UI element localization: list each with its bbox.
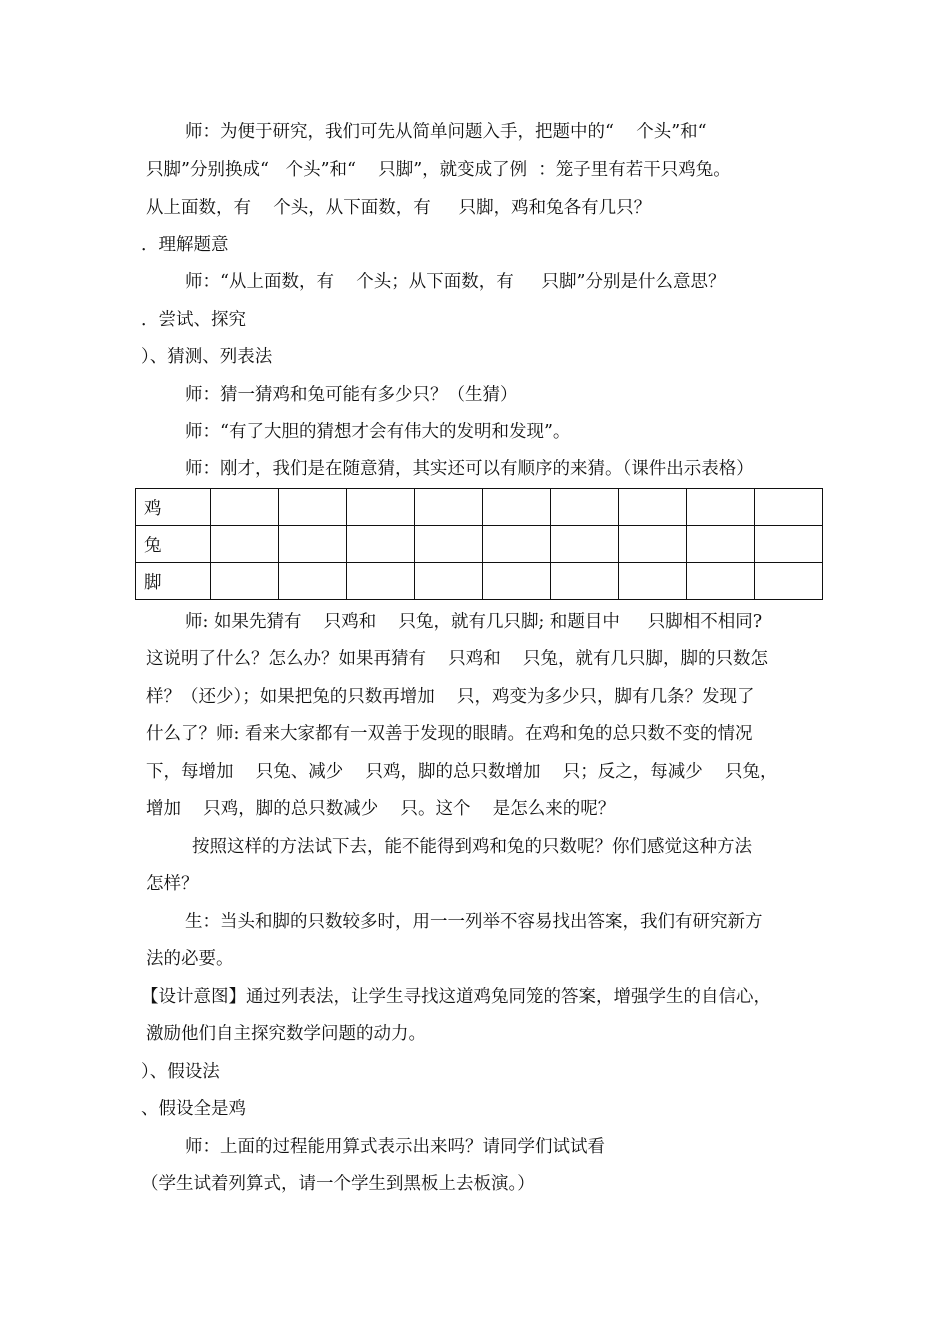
section-heading: ．尝试、探究 — [141, 310, 246, 330]
row-label: 兔 — [136, 526, 211, 563]
paragraph-line: 师：刚才，我们是在随意猜，其实还可以有顺序的来猜。（课件出示表格） — [185, 459, 754, 479]
paragraph-line: （学生试着列算式，请一个学生到黑板上去板演。） — [141, 1174, 535, 1194]
paragraph-line: 师: 如果先猜有 只鸡和 只兔，就有几只脚; 和题目中 只脚相不相同? — [185, 612, 763, 632]
table-cell — [279, 526, 347, 563]
table-cell — [619, 526, 687, 563]
section-heading: ）、假设法 — [141, 1062, 220, 1082]
table-row — [136, 489, 823, 526]
table-cell — [279, 489, 347, 526]
paragraph-line: 下，每增加 只兔、减少 只鸡，脚的总只数增加 只；反之，每减少 只兔， — [146, 762, 778, 782]
table-row — [136, 526, 823, 563]
table-cell — [279, 563, 347, 600]
table-cell — [211, 563, 279, 600]
paragraph-line: 这说明了什么？怎么办？如果再猜有 只鸡和 只兔，就有几只脚，脚的只数怎 — [146, 649, 768, 669]
paragraph-line: 激励他们自主探究数学问题的动力。 — [146, 1024, 426, 1044]
paragraph-line: 法的必要。 — [146, 949, 234, 969]
section-heading: ．理解题意 — [141, 235, 229, 255]
table-cell — [687, 563, 755, 600]
section-heading: 、假设全是鸡 — [141, 1099, 246, 1119]
table-cell — [483, 526, 551, 563]
paragraph-line: 只脚”分别换成“ 个头”和“ 只脚”，就变成了例 ：笼子里有若干只鸡兔。 — [146, 160, 731, 180]
table-cell — [551, 489, 619, 526]
design-intent-line: 【设计意图】通过列表法，让学生寻找这道鸡兔同笼的答案，增强学生的自信心， — [141, 987, 771, 1007]
paragraph-line: 师：“从上面数，有 个头；从下面数，有 只脚”分别是什么意思？ — [185, 272, 726, 292]
paragraph-line: 师：上面的过程能用算式表示出来吗？请同学们试试看 — [185, 1137, 605, 1157]
section-heading: ）、猜测、列表法 — [141, 347, 273, 367]
table-cell — [619, 489, 687, 526]
paragraph-line: 从上面数，有 个头，从下面数，有 只脚，鸡和兔各有几只？ — [146, 198, 652, 218]
table-cell — [755, 563, 823, 600]
table-cell — [755, 489, 823, 526]
table-cell — [347, 489, 415, 526]
paragraph-line: 师：猜一猜鸡和兔可能有多少只？（生猜） — [185, 385, 518, 405]
paragraph-line: 按照这样的方法试下去，能不能得到鸡和兔的只数呢？你们感觉这种方法 — [192, 837, 752, 857]
table-cell — [551, 526, 619, 563]
row-label: 脚 — [136, 563, 211, 600]
table-cell — [687, 489, 755, 526]
table-row — [136, 563, 823, 600]
guess-table — [135, 488, 823, 600]
table-cell — [755, 526, 823, 563]
paragraph-line: 师：“有了大胆的猜想才会有伟大的发明和发现”。 — [185, 422, 571, 442]
table-cell — [619, 563, 687, 600]
table-cell — [415, 526, 483, 563]
paragraph-line: 生：当头和脚的只数较多时，用一一列举不容易找出答案，我们有研究新方 — [185, 912, 763, 932]
table-cell — [483, 489, 551, 526]
paragraph-line: 什么了？师: 看来大家都有一双善于发现的眼睛。在鸡和兔的总只数不变的情况 — [146, 724, 753, 744]
table-cell — [415, 563, 483, 600]
table-cell — [483, 563, 551, 600]
table-cell — [211, 489, 279, 526]
paragraph-line: 增加 只鸡，脚的总只数减少 只。这个 是怎么来的呢？ — [146, 799, 616, 819]
paragraph-line: 师：为便于研究，我们可先从简单问题入手，把题中的“ 个头”和“ — [185, 122, 707, 142]
paragraph-line: 怎样？ — [146, 874, 199, 894]
table-cell — [211, 526, 279, 563]
table-cell — [551, 563, 619, 600]
row-label: 鸡 — [136, 489, 211, 526]
table-cell — [347, 526, 415, 563]
table-cell — [415, 489, 483, 526]
table-cell — [347, 563, 415, 600]
table-cell — [687, 526, 755, 563]
paragraph-line: 样？（还少）；如果把兔的只数再增加 只，鸡变为多少只，脚有几条？发现了 — [146, 687, 755, 707]
